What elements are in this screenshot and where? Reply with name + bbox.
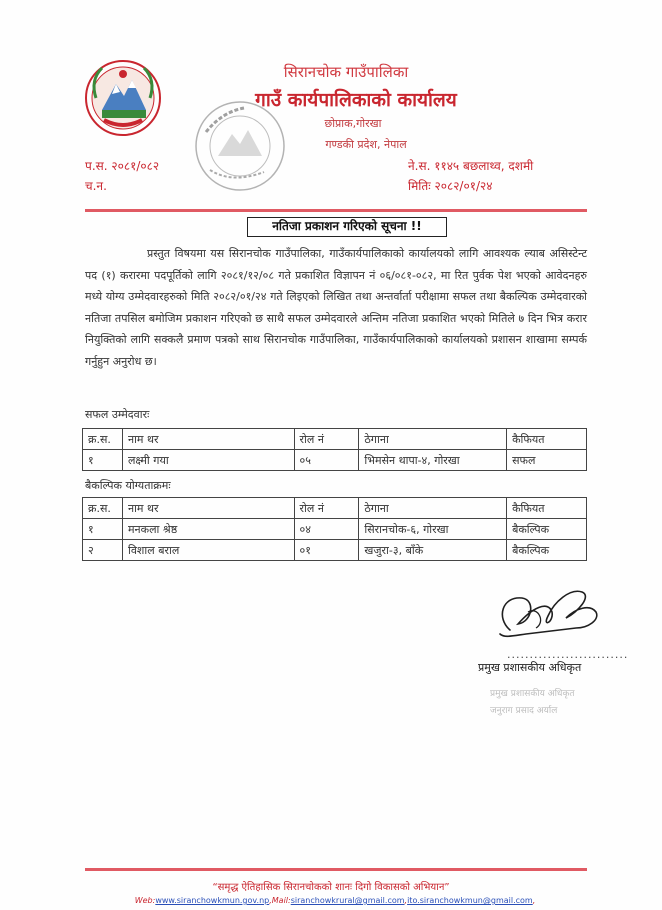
col-serial: क्र.स. xyxy=(83,429,123,450)
cell-serial: १ xyxy=(83,519,123,540)
table-row xyxy=(83,519,587,540)
letter-date: मितिः २०८२/०१/२४ xyxy=(408,179,493,193)
dispatch-number: च.न. xyxy=(85,179,107,193)
municipality-name: सिरानचोक गाउँपालिका xyxy=(283,63,409,81)
cell-serial: १ xyxy=(83,450,123,471)
province-name: गण्डकी प्रदेश, नेपाल xyxy=(325,138,407,151)
footer-contacts: Web:www.siranchowkmun.gov.np,Mail:siranchowkrural@gmail.com,ito.siranchowkmun@gmail.com, xyxy=(134,896,536,905)
col-remarks: कैफियत xyxy=(507,429,587,450)
cell-roll: ०५ xyxy=(294,450,359,471)
office-address: छोप्राक,गोरखा xyxy=(324,117,382,130)
nepal-sambat-date: ने.स. ११४५ बछलाथ्व, दशमी xyxy=(408,159,534,173)
col-name: नाम थर xyxy=(122,429,294,450)
col-roll: रोल नं xyxy=(294,498,359,519)
stamp-line-name: जनुराग प्रसाद अर्याल xyxy=(490,706,558,716)
notice-title: नतिजा प्रकाशन गरिएको सूचना !! xyxy=(247,217,447,237)
letter-ps-number: प.स. २०८१/०८२ xyxy=(85,159,160,173)
col-name: नाम थर xyxy=(122,498,294,519)
table-header-row xyxy=(83,498,587,519)
table-row xyxy=(83,450,587,471)
cell-remarks: सफल xyxy=(507,450,587,471)
handwritten-signature xyxy=(492,578,604,648)
signatory-title: प्रमुख प्रशासकीय अधिकृत xyxy=(478,661,582,674)
cell-name: विशाल बराल xyxy=(122,540,294,561)
success-candidates-label: सफल उम्मेदवारः xyxy=(85,408,150,421)
col-address: ठेगाना xyxy=(359,429,507,450)
cell-roll: ०१ xyxy=(294,540,359,561)
website-link[interactable]: www.siranchowkmun.gov.np xyxy=(155,896,270,905)
mail-label: ,Mail: xyxy=(269,896,291,905)
web-label: Web: xyxy=(134,896,156,905)
header-divider xyxy=(85,209,587,212)
cell-roll: ०४ xyxy=(294,519,359,540)
cell-name: लक्ष्मी गया xyxy=(122,450,294,471)
footer-slogan: “समृद्ध ऐतिहासिक सिरानचोकको शानः दिगो विकासको अभियान” xyxy=(212,882,450,893)
alternate-candidates-table xyxy=(82,497,587,561)
notice-body: प्रस्तुत विषयमा यस सिरानचोक गाउँपालिका, गाउँकार्यपालिकाको कार्यालयको लागि आवश्यक ल्याब असिस्टेन्ट पद (१) करारमा पदपूर्तिको लागि २०८१/१२/०८ गते प्रकाशित विज्ञापन नं ०६/०८१-०८२, मा रित पुर्वक पेश भएको आवेदनहरु मध्ये योग्य उम्मेदवारहरुको मिति २०८२/०१/२४ गते लिइएको लिखित तथा अन्तर्वार्ता परीक्षामा सफल तथा बैकल्पिक उम्मेदवारको नतिजा तपसिल बमोजिम प्रकाशन गरिएको छ साथै सफल उम्मेदवारले अन्तिम नतिजा प्रकाशित भएको मितिले ७ दिन भित्र करार नियुक्तिको लागि सक्कलै प्रमाण पत्रको साथ सिरानचोक गाउँपालिका, गाउँकार्यपालिकाको कार्यालयको प्रशासन शाखामा सम्पर्क गर्नुहुन अनुरोध छ। xyxy=(85,247,587,368)
cell-remarks: बैकल्पिक xyxy=(507,519,587,540)
success-candidates-table xyxy=(82,428,587,471)
office-name: गाउँ कार्यपालिकाको कार्यालय xyxy=(255,89,457,111)
stamp-line-title: प्रमुख प्रशासकीय अधिकृत xyxy=(490,689,575,699)
email-link-primary[interactable]: siranchowkrural@gmail.com xyxy=(290,896,405,905)
cell-address: भिमसेन थापा-४, गोरखा xyxy=(359,450,507,471)
cell-address: खजुरा-३, बाँके xyxy=(359,540,507,561)
col-roll: रोल नं xyxy=(294,429,359,450)
signatory-stamp xyxy=(490,686,575,720)
cell-serial: २ xyxy=(83,540,123,561)
alternate-candidates-label: बैकल्पिक योग्यताक्रमः xyxy=(85,479,171,492)
col-address: ठेगाना xyxy=(359,498,507,519)
table-row xyxy=(83,540,587,561)
cell-name: मनकला श्रेष्ठ xyxy=(122,519,294,540)
col-serial: क्र.स. xyxy=(83,498,123,519)
col-remarks: कैफियत xyxy=(507,498,587,519)
footer-divider xyxy=(85,868,587,871)
table-header-row xyxy=(83,429,587,450)
cell-address: सिरानचोक-६, गोरखा xyxy=(359,519,507,540)
email-link-it[interactable]: ito.siranchowkmun@gmail.com xyxy=(407,896,533,905)
signature-line: ........................... xyxy=(507,648,629,661)
cell-remarks: बैकल्पिक xyxy=(507,540,587,561)
